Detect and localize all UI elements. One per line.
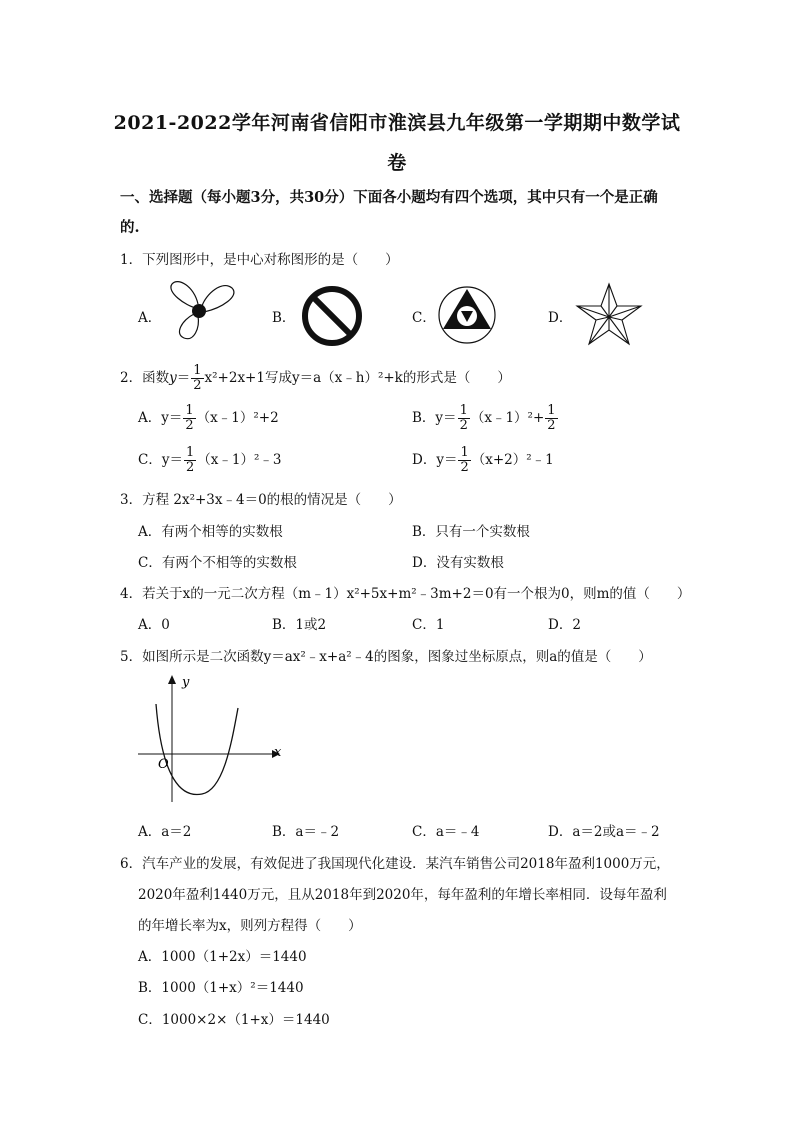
q4-option-c: C．1 xyxy=(412,617,445,633)
q5-stem: 5．如图所示是二次函数y＝ax²﹣x+a²﹣4的图象，图象过坐标原点，则a的值是（ ） xyxy=(120,649,652,665)
q6-line1: 6．汽车产业的发展，有效促进了我国现代化建设．某汽车销售公司2018年盈利1000万元， xyxy=(120,856,670,872)
q2-stem xyxy=(120,364,511,393)
section-heading-line2: 的. xyxy=(120,219,140,236)
q5-option-c: C．a＝﹣4 xyxy=(412,824,480,840)
q3-stem: 3．方程 2x²+3x﹣4＝0的根的情况是（ ） xyxy=(120,492,402,508)
q1-option-c-label: C． xyxy=(412,310,436,326)
q2-option-d: D．y＝ $\frac{1}{2}$ （x+2）²﹣1 xyxy=(412,445,554,475)
q2-eq: ＝ xyxy=(176,370,191,386)
page-title-line1: 2021-2022学年河南省信阳市淮滨县九年级第一学期期中数学试 xyxy=(113,112,681,134)
q6-option-a: A．1000（1+2x）＝1440 xyxy=(138,949,307,965)
q2-y: y xyxy=(169,370,177,386)
parabola-curve xyxy=(156,704,238,795)
q3-option-b: B．只有一个实数根 xyxy=(412,524,530,540)
q1-stem: 1．下列图形中，是中心对称图形的是（ ） xyxy=(120,252,399,268)
q5-option-a: A．a＝2 xyxy=(138,824,192,840)
q2-fraction: $\frac{1}{2}$ xyxy=(193,363,202,393)
origin-label: O xyxy=(158,757,169,772)
q2-option-a: A．y＝ $\frac{1}{2}$ （x﹣1）²+2 xyxy=(138,403,279,433)
q2-option-c: C．y＝ $\frac{1}{2}$ （x﹣1）²﹣3 xyxy=(138,445,282,475)
q6-option-c: C．1000×2×（1+x）＝1440 xyxy=(138,1012,330,1028)
q2-rest: x²+2x+1写成y＝a（x﹣h）²+k的形式是（ ） xyxy=(204,370,511,386)
y-axis-arrow xyxy=(168,675,176,684)
q3-option-d: D．没有实数根 xyxy=(412,555,504,571)
page-title-line2: 卷 xyxy=(387,152,407,174)
star-icon xyxy=(574,282,644,348)
q4-option-b: B．1或2 xyxy=(272,617,327,633)
q6-line2: 2020年盈利1440万元，且从2018年到2020年，每年盈利的年增长率相同．设每年盈利 xyxy=(138,887,667,903)
fan-icon xyxy=(160,278,240,344)
q6-option-b: B．1000（1+x）²＝1440 xyxy=(138,980,304,996)
q1-option-d-label: D． xyxy=(548,310,573,326)
q2-option-b: B．y＝ $\frac{1}{2}$ （x﹣1）²+ $\frac{1}{2}$ xyxy=(412,403,556,433)
q5-option-b: B．a＝﹣2 xyxy=(272,824,340,840)
triangle-in-circle-icon xyxy=(436,284,498,346)
q3-option-a: A．有两个相等的实数根 xyxy=(138,524,283,540)
q4-stem: 4．若关于x的一元二次方程（m﹣1）x²+5x+m²﹣3m+2＝0有一个根为0，则m的值（ ） xyxy=(120,586,691,602)
y-axis-label: y xyxy=(182,675,190,690)
no-sign-icon xyxy=(300,284,364,348)
x-axis-label: x xyxy=(274,745,282,760)
q6-line3: 的年增长率为x，则列方程得（ ） xyxy=(138,918,362,934)
q4-option-a: A．0 xyxy=(138,617,170,633)
q2-number: 2．函数 xyxy=(120,370,170,386)
section-heading-line1: 一、选择题（每小题3分，共30分）下面各小题均有四个选项，其中只有一个是正确 xyxy=(120,189,658,206)
q1-option-b-label: B． xyxy=(272,310,296,326)
q5-option-d: D．a＝2或a＝﹣2 xyxy=(548,824,660,840)
q4-option-d: D．2 xyxy=(548,617,581,633)
q3-option-c: C．有两个不相等的实数根 xyxy=(138,555,297,571)
parabola-graph xyxy=(134,670,284,806)
q1-option-a-label: A． xyxy=(138,310,162,326)
